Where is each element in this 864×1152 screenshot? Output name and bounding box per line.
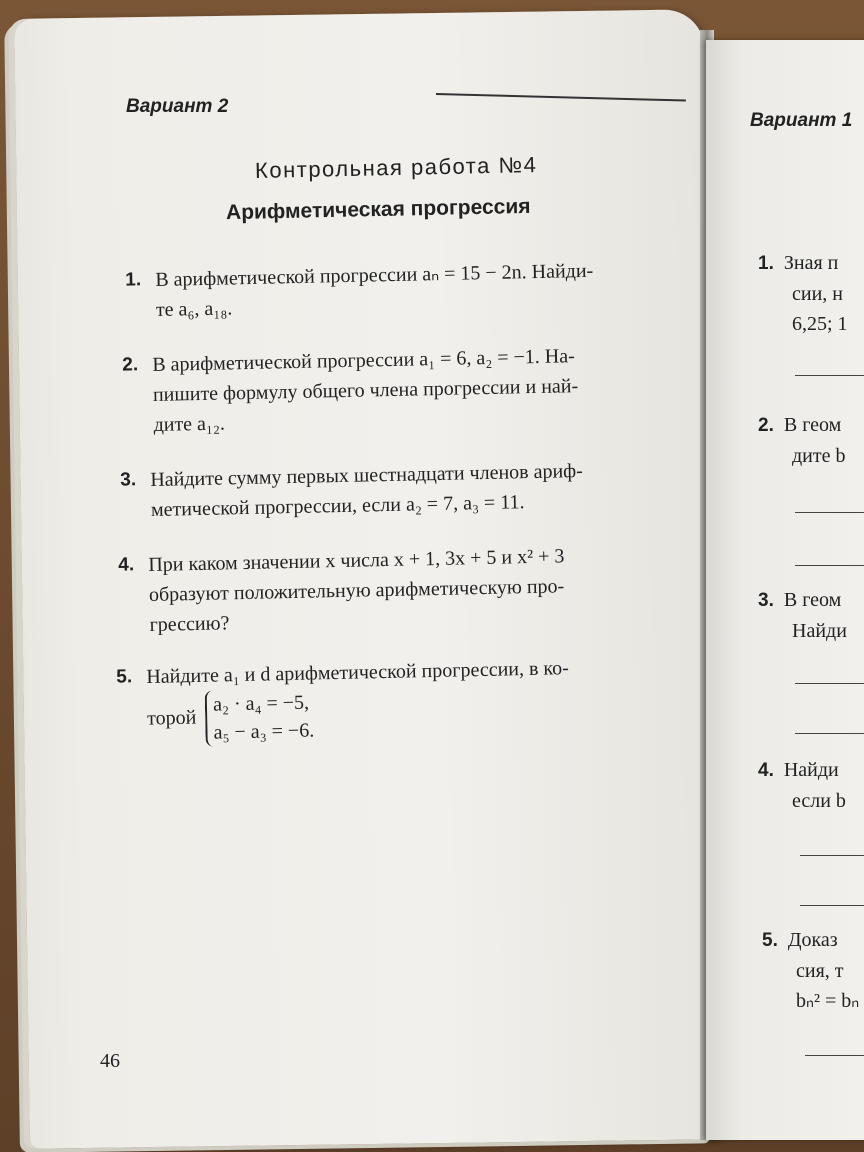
task-number: 3.	[120, 469, 137, 491]
task-text-line: Найди	[792, 620, 847, 642]
task-text-line: сии, н	[792, 283, 843, 305]
answer-blank	[800, 905, 864, 906]
task-text-line: дите a₁₂.	[153, 412, 226, 436]
right-task-1	[758, 248, 848, 339]
task-text-line: В арифметической прогрессии a₁ = 6, a₂ = −1. На-	[152, 345, 575, 376]
topic-title: Арифметическая прогрессия	[225, 194, 531, 225]
task-text-line: если b	[792, 790, 846, 812]
task-text-line: образуют положительную арифметическую про-	[148, 575, 565, 606]
task-text-line: В геом	[783, 414, 842, 436]
task-number: 4.	[758, 760, 774, 781]
task-text-line: Найди	[783, 759, 839, 781]
variant-label: Вариант 2	[126, 96, 229, 117]
task-text-line: В геом	[783, 589, 842, 611]
task-number: 2.	[122, 354, 139, 376]
test-title: Контрольная работа №4	[254, 152, 538, 183]
page-number: 46	[100, 1050, 120, 1072]
task-text-line: В арифметической прогрессии aₙ = 15 − 2n. Найди-	[155, 259, 594, 291]
task-text-line: Найдите сумму первых шестнадцати членов ариф-	[150, 459, 584, 491]
right-task-3	[758, 585, 847, 646]
task-text-line: 6,25; 1	[792, 313, 848, 335]
task-text-line: При каком значении x числа x + 1, 3x + 5 и x² + 3	[148, 545, 565, 576]
task-text-line: bₙ² = bₙ	[796, 990, 860, 1012]
task-text-line: сия, т	[796, 960, 844, 982]
task-2	[122, 341, 579, 440]
equation: a₅ − a₃ = −6.	[213, 719, 315, 744]
equation: a₂ · a₄ = −5,	[212, 691, 310, 716]
task-number: 4.	[118, 554, 135, 576]
right-variant-label: Вариант 1	[750, 110, 853, 131]
equation-system	[205, 689, 315, 747]
answer-blank	[795, 733, 864, 734]
task-text-line: грессию?	[149, 612, 230, 636]
task-number: 1.	[125, 269, 142, 291]
task-number: 5.	[116, 666, 133, 688]
task-system-line	[147, 683, 571, 748]
task-text-line: дите b	[792, 445, 846, 467]
task-text-line: те a₆, a₁₈.	[155, 297, 233, 321]
right-task-2	[758, 410, 846, 471]
task-3	[120, 456, 584, 525]
task-text-line: Доказ	[787, 929, 838, 951]
answer-blank	[795, 683, 864, 684]
task-number: 1.	[758, 253, 774, 274]
task-5	[116, 653, 570, 748]
right-task-5	[762, 925, 859, 1016]
right-task-4	[758, 755, 846, 816]
task-text-line: Найдите a₁ и d арифметической прогрессии, в ко-	[146, 657, 570, 688]
task-text-line: Зная п	[783, 252, 839, 274]
task-text-line: метической прогрессии, если a₂ = 7, a₃ = 11.	[150, 491, 525, 521]
answer-blank	[795, 512, 864, 513]
answer-blank	[795, 565, 864, 566]
task-number: 2.	[758, 415, 774, 436]
task-text-prefix: торой	[146, 706, 197, 730]
task-4	[118, 541, 566, 640]
task-text-line: пишите формулу общего члена прогрессии и най-	[152, 375, 579, 406]
answer-blank	[800, 855, 864, 856]
task-number: 3.	[758, 590, 774, 611]
answer-blank	[795, 375, 864, 376]
answer-blank	[805, 1055, 864, 1056]
task-number: 5.	[762, 930, 778, 951]
task-1	[125, 256, 594, 325]
